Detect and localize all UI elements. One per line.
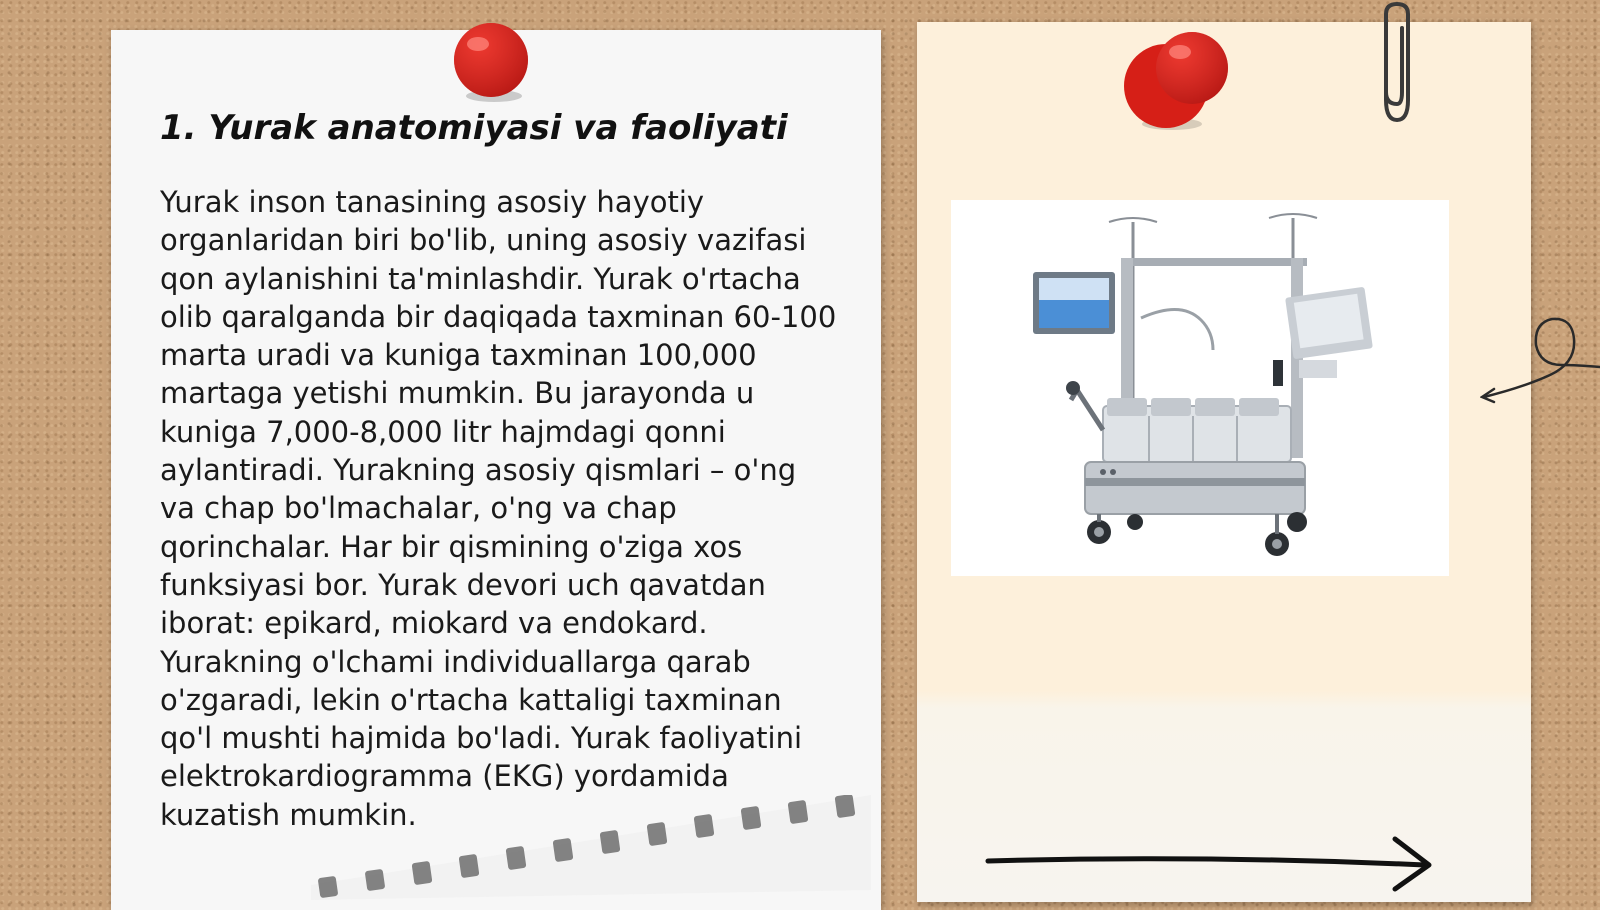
equipment-photo [951, 200, 1449, 576]
loop-arrow-doodle-icon [1480, 305, 1600, 405]
red-pushpin-icon [1122, 28, 1237, 133]
note-body-text: Yurak inson tanasining asosiy hayotiy organlaridan biri bo'lib, uning asosiy vazifasi qon aylanishini ta'minlashdir. Yurak o'rtacha olib qaralganda bir daqiqada taxminan 60-100 marta uradi va kuniga taxminan 100,000 martaga yetishi mumkin. Bu jarayonda u kuniga 7,000-8,000 litr hajmdagi qonni aylantiradi. Yurakning asosiy qismlari – o'ng va chap bo'lmachalar, o'ng va chap qorinchalar. Har bir qismining o'ziga xos funksiyasi bor. Yurak devori uch qavatdan iborat: epikard, miokard va endokard. Yurakning o'lchami individuallarga qarab o'zgaradi, lekin o'rtacha kattaligi taxminan qo'l mushti hajmida bo'ladi. Yurak faoliyatini elektrokardiogramma (EKG) yordamida kuzatish mumkin. [160, 185, 837, 832]
paper-clip-icon [1372, 0, 1422, 130]
right-arrow-icon [985, 835, 1455, 895]
photo-note-card [917, 22, 1531, 902]
note-title: 1. Yurak anatomiyasi va faoliyati [160, 108, 788, 148]
red-pushpin-icon [449, 20, 535, 106]
heart-lung-machine-image [951, 200, 1449, 576]
torn-paper-strip [311, 795, 871, 900]
text-note-card [111, 30, 881, 910]
